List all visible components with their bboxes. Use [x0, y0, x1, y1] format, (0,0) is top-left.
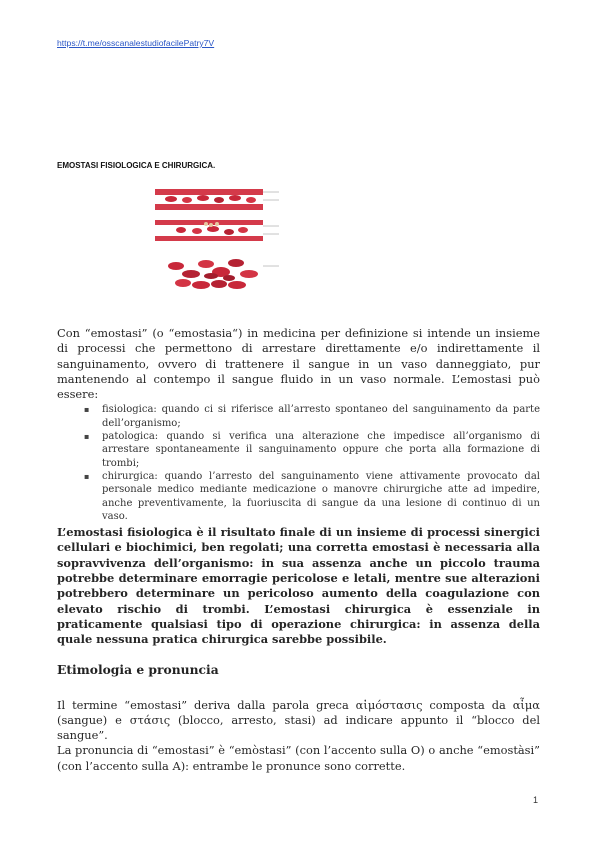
section-title: Etimologia e pronuncia [57, 661, 219, 677]
intro-paragraph: Con “emostasi” (o “emostasia“) in medicina per definizione si intende un insieme di processi che permettono di arrestare direttamente e/o indirettamente il sanguinamento, ovvero di trattenere il sangue in un vaso danneggiato, pur mantenendo al contempo il sangue fluido in un vaso normale. L’emostasi può essere: [57, 326, 540, 402]
hemostasis-illustration [151, 186, 311, 302]
panel-c [168, 259, 279, 289]
pronunciation-paragraph: La pronuncia di “emostasi” è “emòstasi” (con l’accento sulla O) o anche “emostàsi” (con l’accento sulla A): entrambe le pronunce sono corrette. [57, 743, 540, 773]
list-item: ▪ patologica: quando si verifica una alterazione che impedisce all’organismo di arrestare spontaneamente il sanguinamento oppure che porta alla formazione di trombi; [84, 430, 540, 470]
panel-b [155, 220, 279, 241]
etymology-paragraph: Il termine “emostasi” deriva dalla parola greca αἱμόστασις composta da αἷμα (sangue) e στάσις (blocco, arresto, stasi) ad indicare appunto il “blocco del sangue”. [57, 697, 540, 743]
list-item: ▪ fisiologica: quando ci si riferisce all’arresto spontaneo del sanguinamento da parte dell’organismo; [84, 403, 540, 430]
document-title: EMOSTASI FISIOLOGICA E CHIRURGICA. [57, 161, 216, 170]
physiology-paragraph: L’emostasi fisiologica è il risultato finale di un insieme di processi sinergici cellulari e biochimici, ben regolati; una corretta emostasi è necessaria alla sopravvivenza dell’organismo: in sua assenza anche un piccolo trauma potrebbe determinare emorragie pericolose e letali, mentre sue alterazioni potrebbero determinare un pericoloso aumento della coagulazione con elevato rischio di trombi. L’emostasi chirurgica è essenziale in praticamente qualsiasi tipo di operazione chirurgica: in assenza della quale nessuna pratica chirurgica sarebbe possibile. [57, 525, 540, 647]
document-body [57, 326, 540, 774]
hemostasis-types-list [57, 403, 540, 523]
list-item: ▪ chirurgica: quando l’arresto del sanguinamento viene attivamente provocato dal personale medico mediante medicazione o manovre chirurgiche atte ad impedire, anche preventivamente, la fuoriuscita di sangue da una lesione di continuo di un vaso. [84, 470, 540, 523]
page-number: 1 [532, 795, 538, 805]
telegram-link[interactable]: https://t.me/osscanalestudiofacilePatry7V [57, 38, 215, 48]
panel-a [155, 189, 279, 210]
